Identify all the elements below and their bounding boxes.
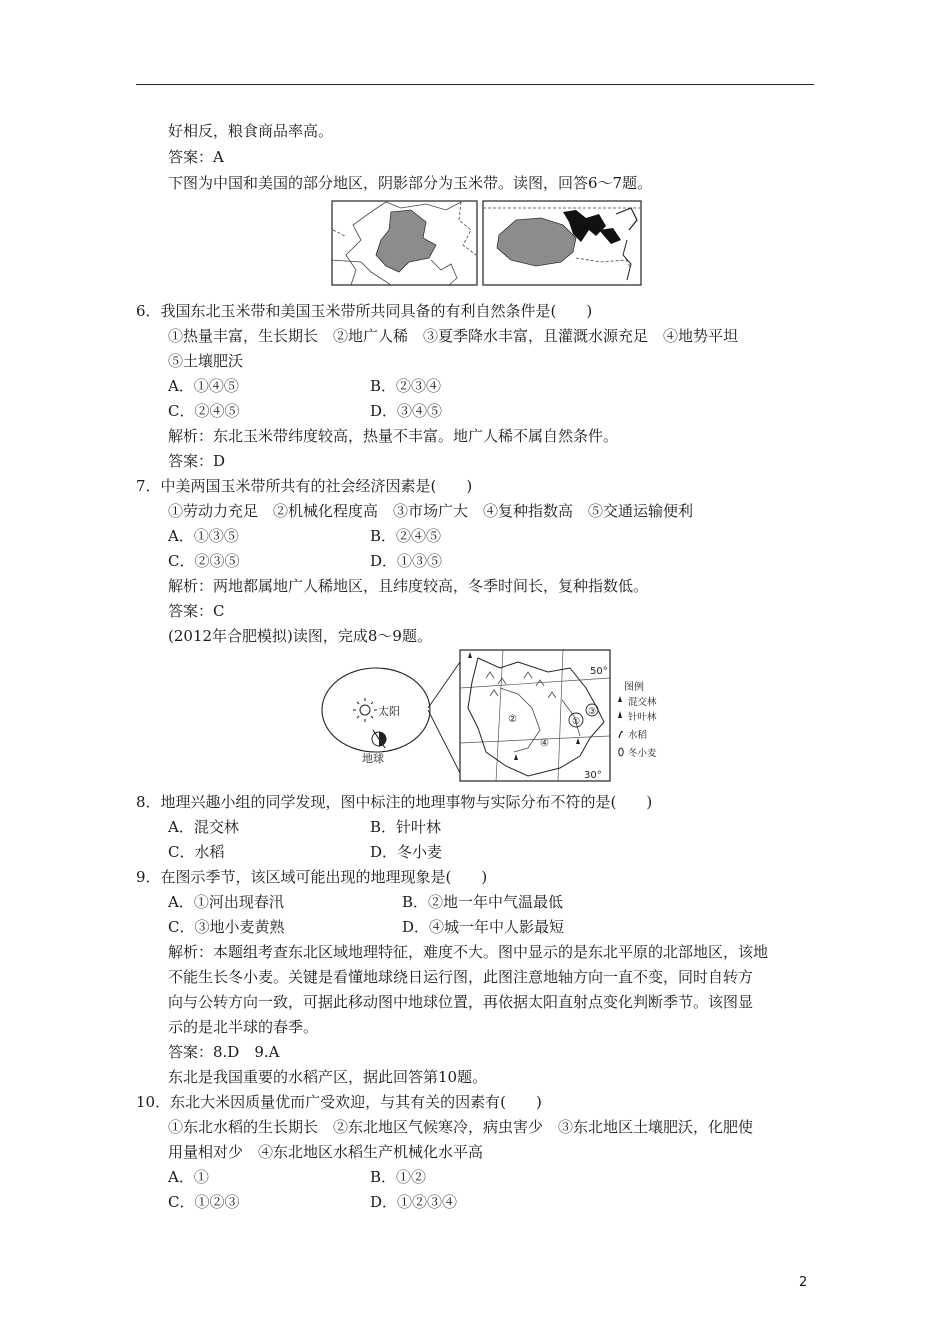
question-10-stem: 10．东北大米因质量优而广受欢迎，与其有关的因素有( ) (136, 1093, 542, 1111)
legend-item: 冬小麦 (628, 748, 657, 759)
answer-line: 答案：C (168, 602, 225, 620)
orbit-and-northeast-map-figure (318, 648, 678, 783)
legend-item: 混交林 (628, 697, 657, 708)
intro-line: (2012年合肥模拟)读图，完成8～9题。 (168, 627, 432, 645)
option-d: D．①③⑤ (370, 552, 443, 570)
sun-icon (353, 698, 377, 722)
analysis-line: 示的是北半球的春季。 (168, 1018, 319, 1036)
option-b: B．②④⑤ (370, 527, 442, 545)
question-10-items: 用量相对少 ④东北地区水稻生产机械化水平高 (168, 1143, 484, 1161)
page-number: 2 (799, 1275, 808, 1290)
northeast-region-map (460, 650, 610, 781)
option-b: B．针叶林 (370, 818, 442, 836)
sun-label: 太阳 (378, 705, 400, 718)
analysis-line: 解析：本题组考查东北区域地理特征，难度不大。图中显示的是东北平原的北部地区，该地 (168, 943, 769, 961)
option-d: D．③④⑤ (370, 402, 443, 420)
legend-item: 针叶林 (628, 712, 657, 723)
option-c: C．①②③ (168, 1193, 240, 1211)
option-c: C．②③⑤ (168, 552, 240, 570)
earth-label: 地球 (362, 752, 384, 765)
question-6-stem: 6．我国东北玉米带和美国玉米带所共同具备的有利自然条件是( ) (136, 302, 593, 320)
latitude-30-label: 30° (584, 770, 602, 781)
answer-line: 答案：8.D 9.A (168, 1043, 280, 1061)
legend-title: 图例 (624, 682, 644, 693)
svg-text:③: ③ (588, 707, 597, 717)
intro-line: 东北是我国重要的水稻产区，据此回答第10题。 (168, 1068, 488, 1086)
analysis-line: 向与公转方向一致，可据此移动图中地球位置，再依据太阳直射点变化判断季节。该图显 (168, 993, 754, 1011)
svg-text:②: ② (508, 714, 517, 725)
option-a: A．①④⑤ (168, 377, 239, 395)
question-7-stem: 7．中美两国玉米带所共有的社会经济因素是( ) (136, 477, 473, 495)
question-7-items: ①劳动力充足 ②机械化程度高 ③市场广大 ④复种指数高 ⑤交通运输便利 (168, 502, 694, 520)
option-a: A．① (168, 1168, 209, 1186)
wheat-icon (619, 748, 623, 756)
question-8-stem: 8．地理兴趣小组的同学发现，图中标注的地理事物与实际分布不符的是( ) (136, 793, 653, 811)
question-6-items: ①热量丰富，生长期长 ②地广人稀 ③夏季降水丰富，且灌溉水源充足 ④地势平坦 (168, 327, 739, 345)
analysis-line: 解析：两地都属地广人稀地区，且纬度较高，冬季时间长，复种指数低。 (168, 577, 649, 595)
intro-line: 下图为中国和美国的部分地区，阴影部分为玉米带。读图，回答6～7题。 (168, 174, 653, 192)
option-d: D．冬小麦 (370, 843, 443, 861)
option-d: D．①②③④ (370, 1193, 458, 1211)
svg-text:①: ① (572, 717, 581, 727)
text-line: 好相反，粮食商品率高。 (168, 122, 334, 140)
analysis-line: 解析：东北玉米带纬度较高，热量不丰富。地广人稀不属自然条件。 (168, 427, 619, 445)
option-a: A．①③⑤ (168, 527, 239, 545)
option-a: A．混交林 (168, 818, 239, 836)
latitude-50-label: 50° (590, 666, 608, 677)
mixed-forest-icon (618, 696, 622, 702)
option-b: B．①② (370, 1168, 427, 1186)
answer-line: 答案：A (168, 148, 224, 166)
question-6-items: ⑤土壤肥沃 (168, 352, 244, 370)
header-rule (136, 84, 814, 85)
question-10-items: ①东北水稻的生长期长 ②东北地区气候寒冷，病虫害少 ③东北地区土壤肥沃，化肥使 (168, 1118, 754, 1136)
option-d: D．④城一年中人影最短 (402, 918, 565, 936)
option-c: C．水稻 (168, 843, 225, 861)
answer-line: 答案：D (168, 452, 226, 470)
option-b: B．②地一年中气温最低 (402, 893, 564, 911)
china-northeast-map (331, 201, 477, 285)
svg-text:④: ④ (540, 738, 549, 749)
analysis-line: 不能生长冬小麦。关键是看懂地球绕日运行图，此图注意地轴方向一直不变，同时自转方 (168, 968, 754, 986)
earth-orbit-diagram (322, 662, 460, 773)
rice-icon (619, 732, 623, 738)
option-b: B．②③④ (370, 377, 442, 395)
map-legend (618, 680, 657, 759)
option-c: C．②④⑤ (168, 402, 240, 420)
legend-item: 水稻 (628, 730, 648, 741)
option-c: C．③地小麦黄熟 (168, 918, 285, 936)
conifer-icon (618, 711, 622, 718)
question-9-stem: 9．在图示季节，该区域可能出现的地理现象是( ) (136, 868, 488, 886)
usa-map (483, 201, 641, 285)
corn-belt-maps-figure (331, 200, 643, 286)
option-a: A．①河出现春汛 (168, 893, 284, 911)
earth-icon (372, 730, 386, 748)
